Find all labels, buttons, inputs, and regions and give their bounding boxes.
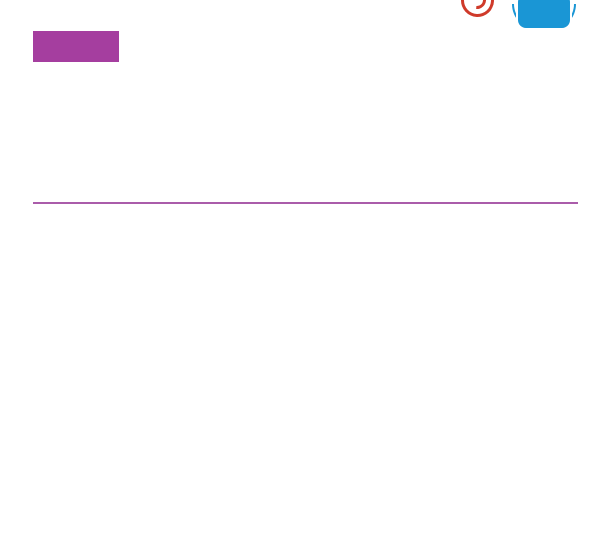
issue-number-badge	[33, 31, 119, 62]
fig1-chart	[318, 375, 582, 540]
ined-logo	[455, 0, 515, 64]
left-column	[33, 230, 296, 540]
section-divider	[33, 202, 578, 204]
right-column	[318, 230, 581, 342]
ispf-wordmark-box	[518, 0, 570, 28]
masthead	[0, 0, 612, 64]
ispf-logo	[510, 0, 590, 64]
